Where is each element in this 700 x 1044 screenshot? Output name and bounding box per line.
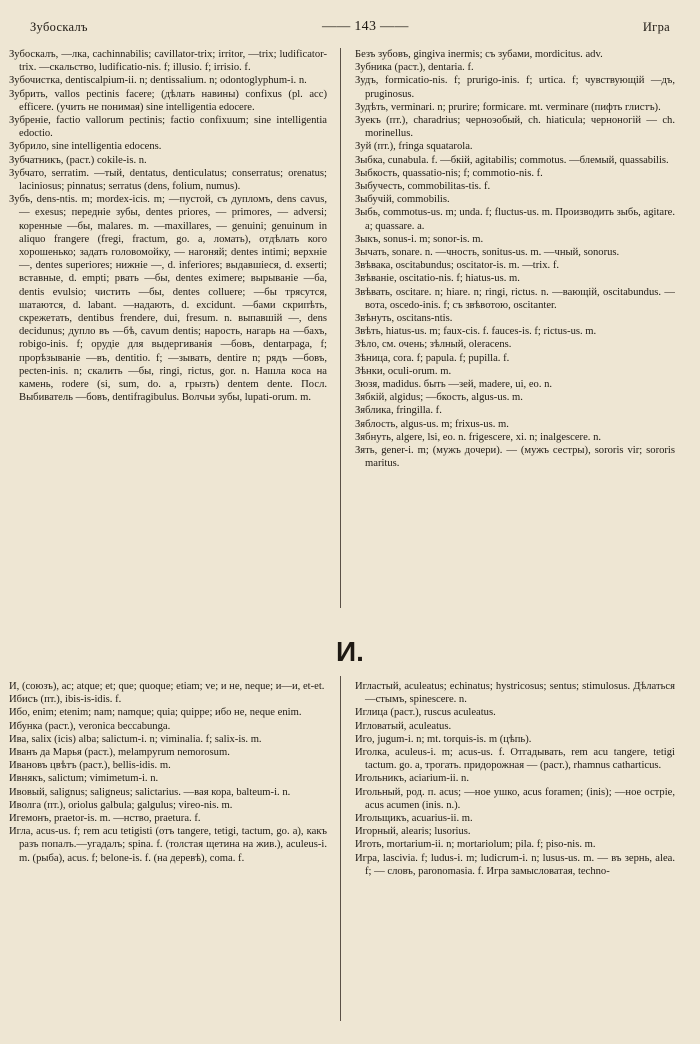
entry: Зыбка, cunabula. f. —бкій, agitabilis; commotus. —блемый, quassabilis. [355,154,669,166]
entry: Зыбкость, quassatio-nis; f; commotio-nis. f. [355,167,543,179]
entry: Зубъ, dens-ntis. m; mordex-icis. m; —пустой, съ дупломъ, dens cavus, — exesus; передніе зубы, dentes priores, — primores, — adversi; коренные —бы, malares. m. —maxillares, — genuini; genuinum in aliquo frangere (fregi, fractum, go. a, ломать), отдѣлать кого хорошенько; задать головомойку, — нагоняй; dentes intimi; верхніе —, dentes superiores; нижніе —, d. inferiores; выдавшіеся, d. exserti; вставные, d. empti; рвать —бы, dentes eximere; вырываніе —ба, dentis evulsio; чистить —бы, dentes colluere; —бы трясутся, шатаются, d. labant. —надають, d. excidunt. —бами скрипѣть, скрежетать, dentibus frendere, dui, fresum. n. выпавшій —, dens decidunus; дупло въ —бѣ, cavum dentis; нарость, нагарь на —бахъ, robigo-inis. f; орудіе для выдергиванія —бовъ, dentarpaga, f; прорѣзываніе —въ, dentitio. f; —зывать, dentire n; рядъ —бовъ, pecten-inis. n; скалить —бы, ringi, rictus, gor. n. Нашла коса на камень, rodere (si, sum, do. a, грызть) dentem dente. Посл. Выбиватель —бовъ, dentifragibulus. Волчьи зубы, lupati-orum. m. [9,194,327,404]
entry: Зыбь, commotus-us. m; unda. f; fluctus-us. m. Производить зыбь, agitare. a; quassare. a. [355,207,675,232]
entry: Игловатый, aculeatus. [355,720,452,732]
entry: Ивановъ цвѣтъ (раст.), bellis-idis. m. [9,760,171,772]
entry: Игорный, alearis; lusorius. [355,826,471,838]
entry: Зыкъ, sonus-i. m; sonor-is. m. [355,233,484,245]
entry: Зубрить, vallos pectinis facere; (дѣлать навины) confixus (pl. acc) efficere. (учить не понимая) sine intelligentia edocere. [9,88,327,113]
column-divider [340,676,341,1021]
entry: Иготь, mortarium-ii. n; mortariolum; pila. f; piso-nis. m. [355,839,596,851]
entry: Иванъ да Марья (раст.), melampyrum nemorosum. [9,747,230,759]
entry: Игольный, род. п. acus; —ное ушко, acus foramen; (inis); —ное остріе, acus acumen (inis. n.). [355,786,675,811]
entry: Зубрило, sine intelligentia edocens. [9,141,162,153]
entry: Зычать, sonare. n. —чность, sonitus-us. m. —чный, sonorus. [355,247,620,259]
entry: Зуекъ (пт.), charadrius; черноэобый, ch. hiaticula; черноногій — ch. morinellus. [355,115,675,140]
entry: Зѣло, см. очень; зѣлный, oleracens. [355,339,512,351]
entry: Ива, salix (icis) alba; salictum-i. n; viminalia. f; salix-is. m. [9,733,262,745]
entry: Иго, jugum-i. n; mt. torquis-is. m (цѣпь). [355,733,532,745]
entry: Зѣница, cora. f; papula. f; pupilla. f. [355,352,510,364]
entry: Игла, acus-us. f; rem acu tetigisti (отъ tangere, tetigi, tactum, go. a), какъ разъ попалъ.—угадалъ; spina. f. (толстая щетина на жив.), aculeus-i. m. (рыба), acus. f; belone-is. f. (на деревѣ), coma. f. [9,826,327,864]
entry: Иглица (раст.), ruscus aculeatus. [355,707,496,719]
entry: Ибисъ (пт.), ibis-is-idis. f. [9,694,122,706]
column-bottom-left [9,680,327,1020]
entry: Звѣнуть, oscitans-ntis. [355,313,453,325]
entry: Зудѣть, verminari. n; prurire; formicare. mt. verminare (пифть глистъ). [355,101,661,113]
entry: Звѣваніе, oscitatio-nis. f; hiatus-us. m. [355,273,520,285]
entry: Игольщикъ, acuarius-ii. m. [355,813,473,825]
entry: Зыбучій, commobilis. [355,194,450,206]
entry: Зюзя, madidus. быть —зей, madere, ui, eo. n. [355,379,553,391]
entry: Иволга (пт.), oriolus galbula; galgulus; vireo-nis. m. [9,799,233,811]
header-left-word: Зубоскалъ [30,19,88,34]
entry: Ибунка (раст.), veronica beccabunga. [9,720,171,732]
entry: Зябкій, algidus; —бкость, algus-us. m. [355,392,523,404]
entry: Звѣвака, oscitabundus; oscitator-is. m. —trix. f. [355,260,559,272]
entry: Звѣвать, oscitare. n; hiare. n; ringi, rictus. n. —вающій, oscitabundus. —вота, oscedo-inis. f; съ звѣвотою, oscitanter. [355,286,675,311]
entry: Зубчато, serratim. —тый, dentatus, denticulatus; conserratus; orenatus; laciniosus; pinnatus; serratus (dens, folium, numus). [9,167,327,193]
entry: Безъ зубовъ, gingiva inermis; съ зубами, mordicitus. adv. [355,49,603,60]
entry: Зять, gener-i. m; (мужъ дочери). — (мужъ сестры), sororis vir; sororis maritus. [355,445,675,470]
entry: Ивнякъ, salictum; vimimetum-i. n. [9,773,159,785]
entry: Зѣнки, oculi-orum. m. [355,365,452,377]
entry: Зубреніе, factio vallorum pectinis; factio confixuum; sine intelligentia edoctio. [9,115,327,140]
entry: Ибо, enim; etenim; nam; namque; quia; quippe; ибо не, neque enim. [9,707,302,719]
entry: Игра, lascivia. f; ludus-i. m; ludicrum-i. n; lusus-us. m. — въ зернь, alea. f; — словъ, paronomasia. f. Игра замысловатая, techno- [355,852,675,877]
entry: Зубочистка, dentiscalpium-ii. n; dentissalium. n; odontoglyphum-i. n. [9,75,307,87]
entry: И, (союзъ), ac; atque; et; que; quoque; etiam; ve; и не, neque; и—и, et-et. [9,681,325,692]
page-number: —— 143 —— [321,19,409,34]
entry: Ивовый, salignus; saligneus; salictarius. —вая кора, balteum-i. n. [9,786,291,798]
entry: Зубоскалъ, —лка, cachinnabilis; cavillator-trix; irritor, —trix; ludificator-trix. —скальство, ludificatio-nis. f; illusio. f; irrisio. f. [9,49,327,74]
entry: Игемонъ, praetor-is. m. —нство, praetura. f. [9,813,201,825]
column-top-right [355,48,675,608]
entry: Зябнуть, algere, lsi, eo. n. frigescere, xi. n; inalgescere. n. [355,431,602,443]
header-right-word: Игра [642,19,670,34]
entry: Зубчатникъ, (раст.) cokile-is. n. [9,154,147,166]
entry: Иголка, aculeus-i. m; acus-us. f. Отгадывать, rem acu tangere, tetigi tactum. go. a, трогать. придорожная — (раст.), rhamnus catharticus. [355,747,675,772]
entry: Звѣть, hiatus-us. m; faux-cis. f. fauces-is. f; rictus-us. m. [355,326,597,338]
section-letter: И. [336,636,364,667]
column-bottom-right [355,680,675,1020]
page-header [30,16,670,38]
entry: Игольникъ, aciarium-ii. n. [355,773,469,785]
entry: Игластый, aculeatus; echinatus; hystricosus; sentus; stimulosus. Дѣлаться —стымъ, spinescere. n. [355,681,675,706]
entry: Зяблика, fringilla. f. [355,405,442,417]
column-divider [340,48,341,608]
column-top-left [9,48,327,608]
entry: Зыбучесть, commobilitas-tis. f. [355,181,491,193]
entry: Зуй (пт.), fringa squatarola. [355,141,473,153]
entry: Зяблость, algus-us. m; frixus-us. m. [355,418,509,430]
entry: Зудъ, formicatio-nis. f; prurigo-inis. f; urtica. f; чувствующій —дъ, pruginosus. [355,75,675,100]
entry: Зубника (раст.), dentaria. f. [355,62,474,74]
